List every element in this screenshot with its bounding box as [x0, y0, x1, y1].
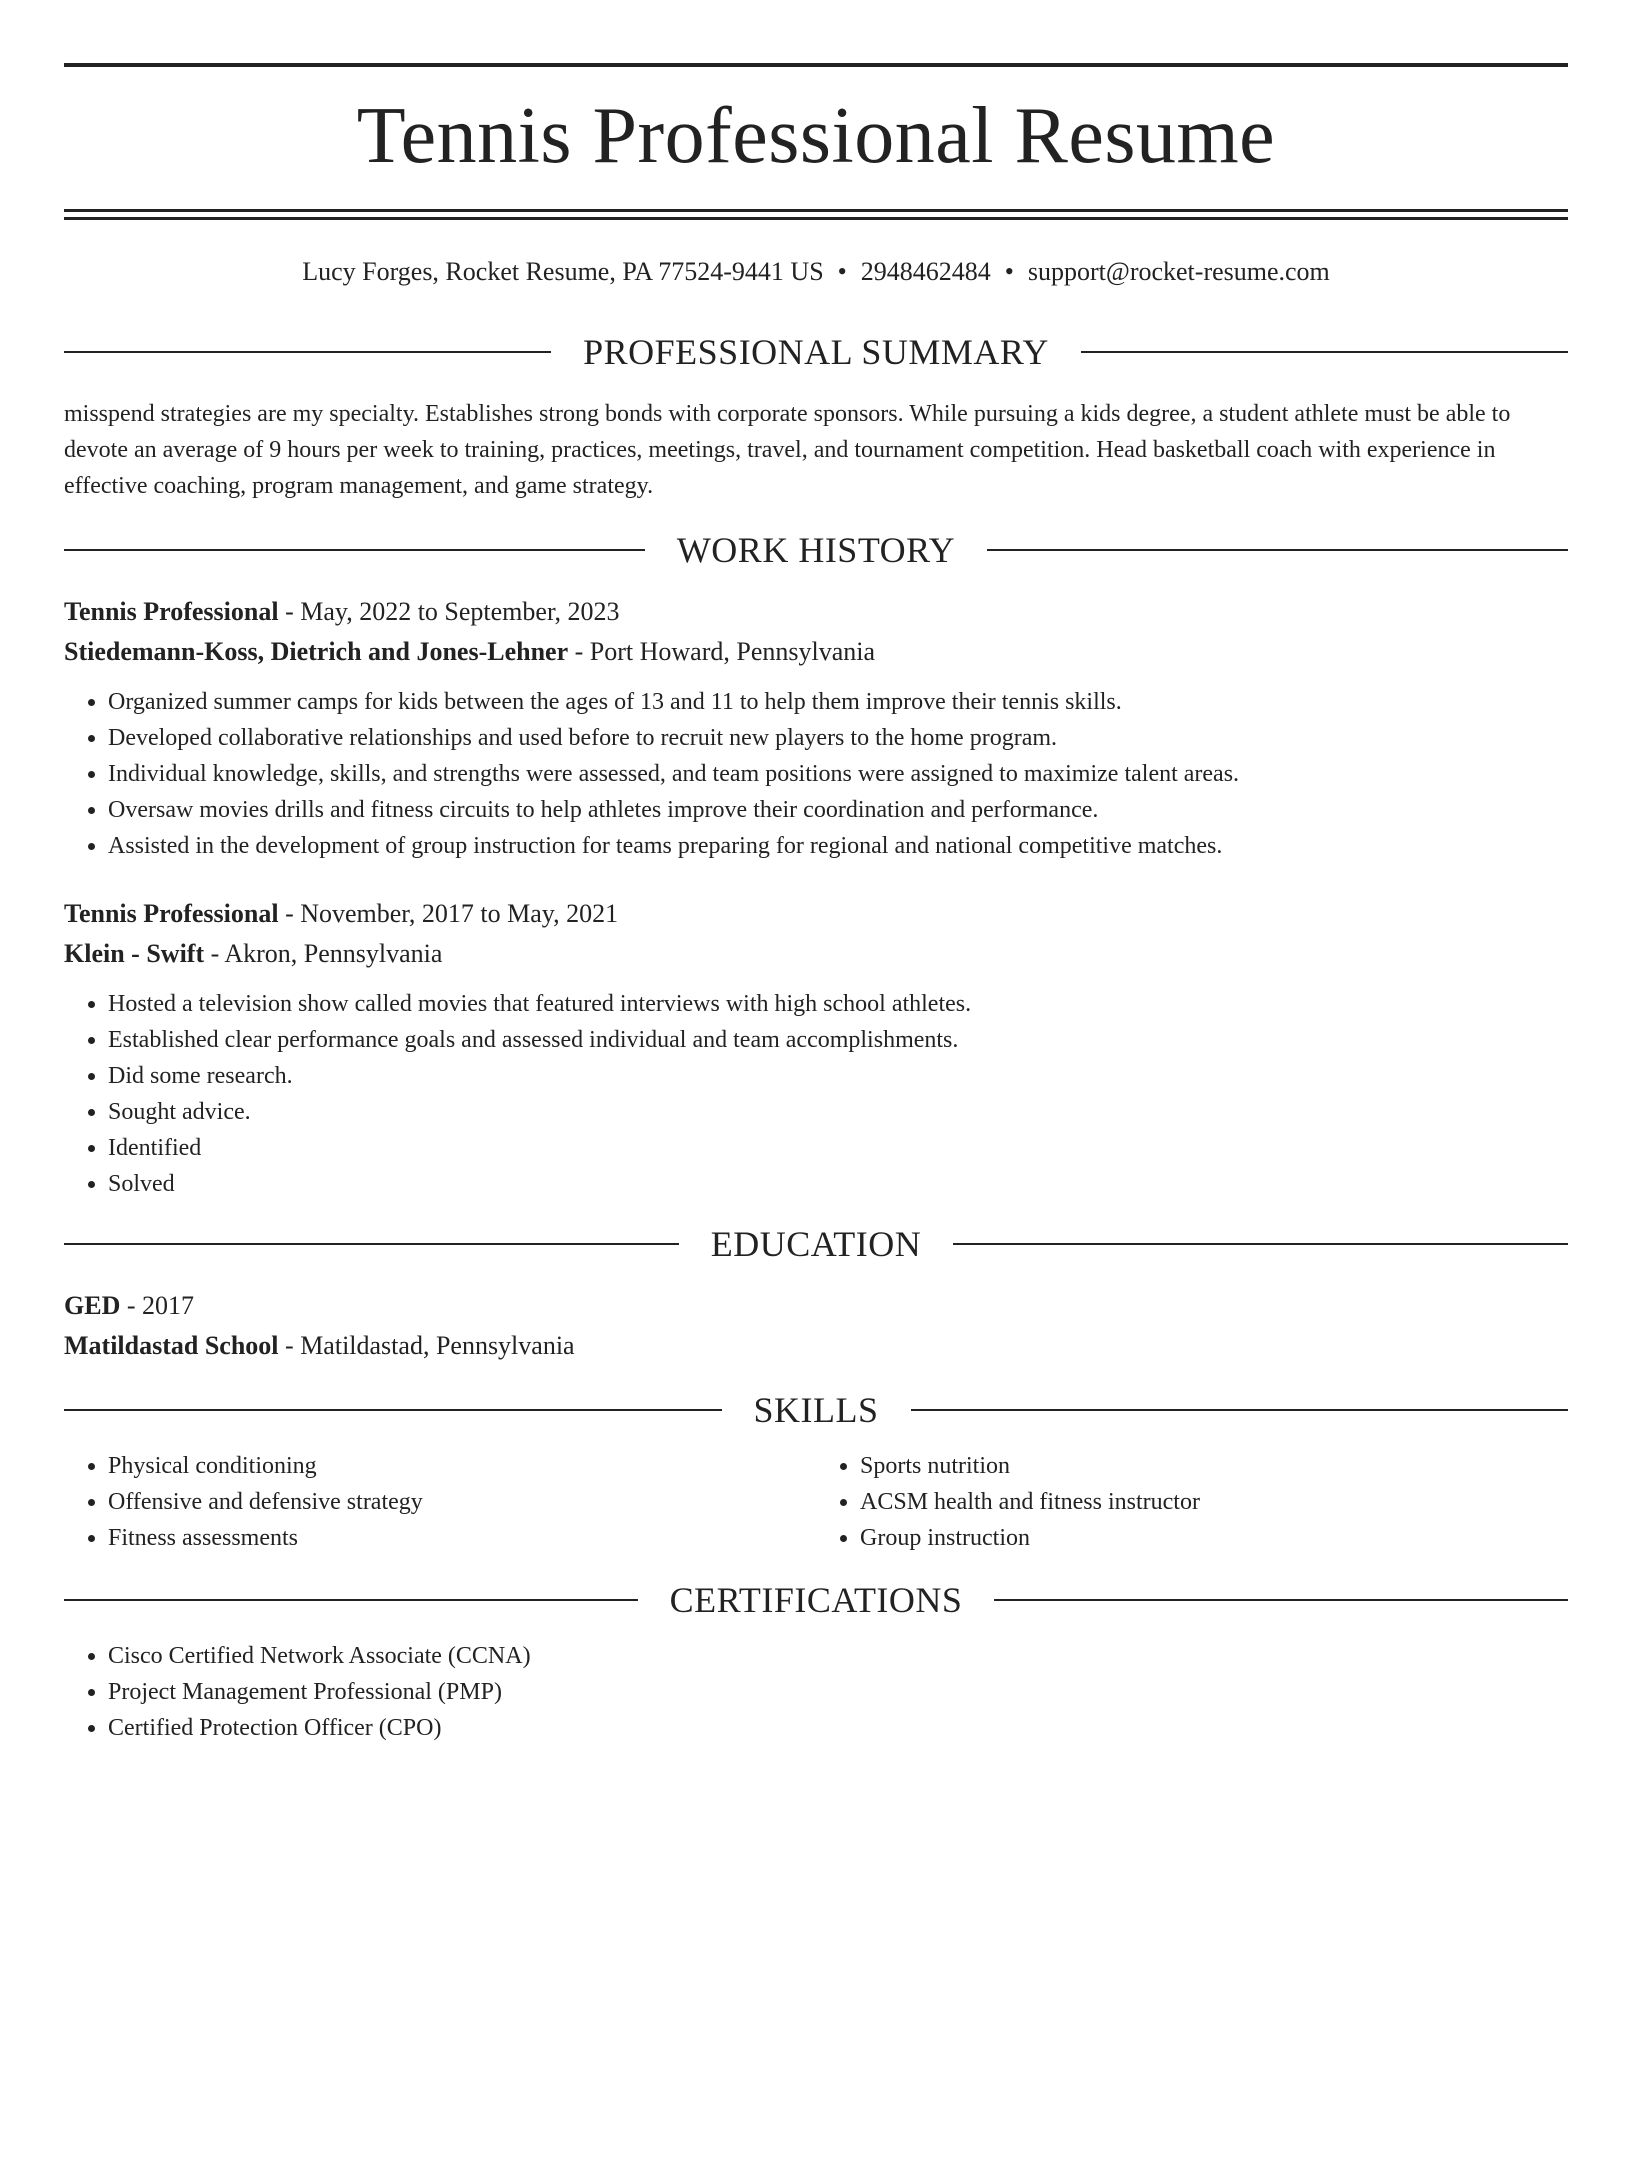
- job-location: - Port Howard, Pennsylvania: [568, 637, 876, 666]
- title-double-rule: [64, 209, 1568, 220]
- list-item: • Oversaw movies drills and fitness circuits to help athletes improve their coordination and performance.: [108, 792, 1568, 828]
- education-degree-line: [64, 1286, 1568, 1326]
- list-item: • Identified: [108, 1130, 1568, 1166]
- section-title: WORK HISTORY: [676, 530, 956, 570]
- list-item: • Individual knowledge, skills, and strengths were assessed, and team positions were assigned to maximize talent areas.: [108, 756, 1568, 792]
- contact-separator: •: [837, 257, 847, 286]
- resume-title: Tennis Professional Resume: [356, 92, 1276, 180]
- section-heading-certifications: [64, 1580, 1568, 1620]
- heading-rule: [1081, 351, 1568, 353]
- job-dates: - November, 2017 to May, 2021: [278, 899, 619, 928]
- section-heading-skills: [64, 1390, 1568, 1430]
- section-title: SKILLS: [753, 1390, 879, 1430]
- section-heading-work: [64, 530, 1568, 570]
- list-item: • Fitness assessments: [108, 1520, 816, 1556]
- job-company-line: [64, 632, 1568, 672]
- job-title: Tennis Professional: [64, 597, 279, 626]
- contact-address: Lucy Forges, Rocket Resume, PA 77524-9441 US: [302, 257, 824, 286]
- job-title-line: [64, 592, 1568, 632]
- list-item: • Certified Protection Officer (CPO): [108, 1710, 1568, 1746]
- contact-phone: 2948462484: [860, 257, 991, 286]
- job-title-line: [64, 894, 1568, 934]
- list-item: • Physical conditioning: [108, 1448, 816, 1484]
- contact-line: [64, 256, 1568, 288]
- job-location: - Akron, Pennsylvania: [204, 939, 443, 968]
- education-school-line: [64, 1326, 1568, 1366]
- section-heading-summary: [64, 332, 1568, 372]
- summary-text: misspend strategies are my specialty. Establishes strong bonds with corporate sponsors. While pursuing a kids degree, a student athlete must be able to devote an average of 9 hours per week to training, practices, meetings, travel, and tournament competition. Head basketball coach with experience in effective coaching, program management, and game strategy.: [64, 401, 1511, 499]
- heading-rule: [987, 549, 1568, 551]
- list-item: • Solved: [108, 1166, 1568, 1202]
- education-school: Matildastad School: [64, 1331, 279, 1360]
- job-title: Tennis Professional: [64, 899, 279, 928]
- list-item: • Hosted a television show called movies that featured interviews with high school athletes.: [108, 986, 1568, 1022]
- education-year: - 2017: [120, 1291, 195, 1320]
- contact-email: support@rocket-resume.com: [1027, 257, 1330, 286]
- job-bullets: [64, 986, 1568, 1202]
- top-rule: [64, 63, 1568, 67]
- job-entry: [64, 592, 1568, 864]
- job-company-line: [64, 934, 1568, 974]
- resume-page: [0, 63, 1632, 2175]
- heading-rule: [64, 1599, 638, 1601]
- list-item: • ACSM health and fitness instructor: [860, 1484, 1568, 1520]
- skills-list-right: [816, 1448, 1568, 1556]
- list-item: • Assisted in the development of group instruction for teams preparing for regional and national competitive matches.: [108, 828, 1568, 864]
- education-location: - Matildastad, Pennsylvania: [278, 1331, 575, 1360]
- section-title: CERTIFICATIONS: [669, 1580, 963, 1620]
- list-item: • Group instruction: [860, 1520, 1568, 1556]
- education-degree: GED: [64, 1291, 121, 1320]
- job-entry: [64, 894, 1568, 1202]
- list-item: • Offensive and defensive strategy: [108, 1484, 816, 1520]
- list-item: • Did some research.: [108, 1058, 1568, 1094]
- list-item: • Organized summer camps for kids between the ages of 13 and 11 to help them improve their tennis skills.: [108, 684, 1568, 720]
- section-title: EDUCATION: [710, 1224, 922, 1264]
- list-item: • Project Management Professional (PMP): [108, 1674, 1568, 1710]
- certifications-entry: [64, 1638, 1568, 1746]
- job-dates: - May, 2022 to September, 2023: [278, 597, 620, 626]
- heading-rule: [64, 549, 645, 551]
- section-heading-education: [64, 1224, 1568, 1264]
- heading-rule: [994, 1599, 1568, 1601]
- education-entry: [64, 1286, 1568, 1366]
- job-company: Stiedemann-Koss, Dietrich and Jones-Lehner: [64, 637, 569, 666]
- list-item: • Cisco Certified Network Associate (CCNA): [108, 1638, 1568, 1674]
- section-title: PROFESSIONAL SUMMARY: [583, 332, 1049, 372]
- job-company: Klein - Swift: [64, 939, 205, 968]
- skills-columns: [64, 1448, 1568, 1556]
- skills-list-left: [64, 1448, 816, 1556]
- list-item: • Sports nutrition: [860, 1448, 1568, 1484]
- list-item: • Sought advice.: [108, 1094, 1568, 1130]
- contact-separator: •: [1004, 257, 1014, 286]
- heading-rule: [64, 1243, 679, 1245]
- list-item: • Established clear performance goals and assessed individual and team accomplishments.: [108, 1022, 1568, 1058]
- list-item: • Developed collaborative relationships and used before to recruit new players to the home program.: [108, 720, 1568, 756]
- heading-rule: [953, 1243, 1568, 1245]
- heading-rule: [64, 1409, 722, 1411]
- heading-rule: [911, 1409, 1569, 1411]
- certifications-list: [64, 1638, 1568, 1746]
- job-bullets: [64, 684, 1568, 864]
- heading-rule: [64, 351, 551, 353]
